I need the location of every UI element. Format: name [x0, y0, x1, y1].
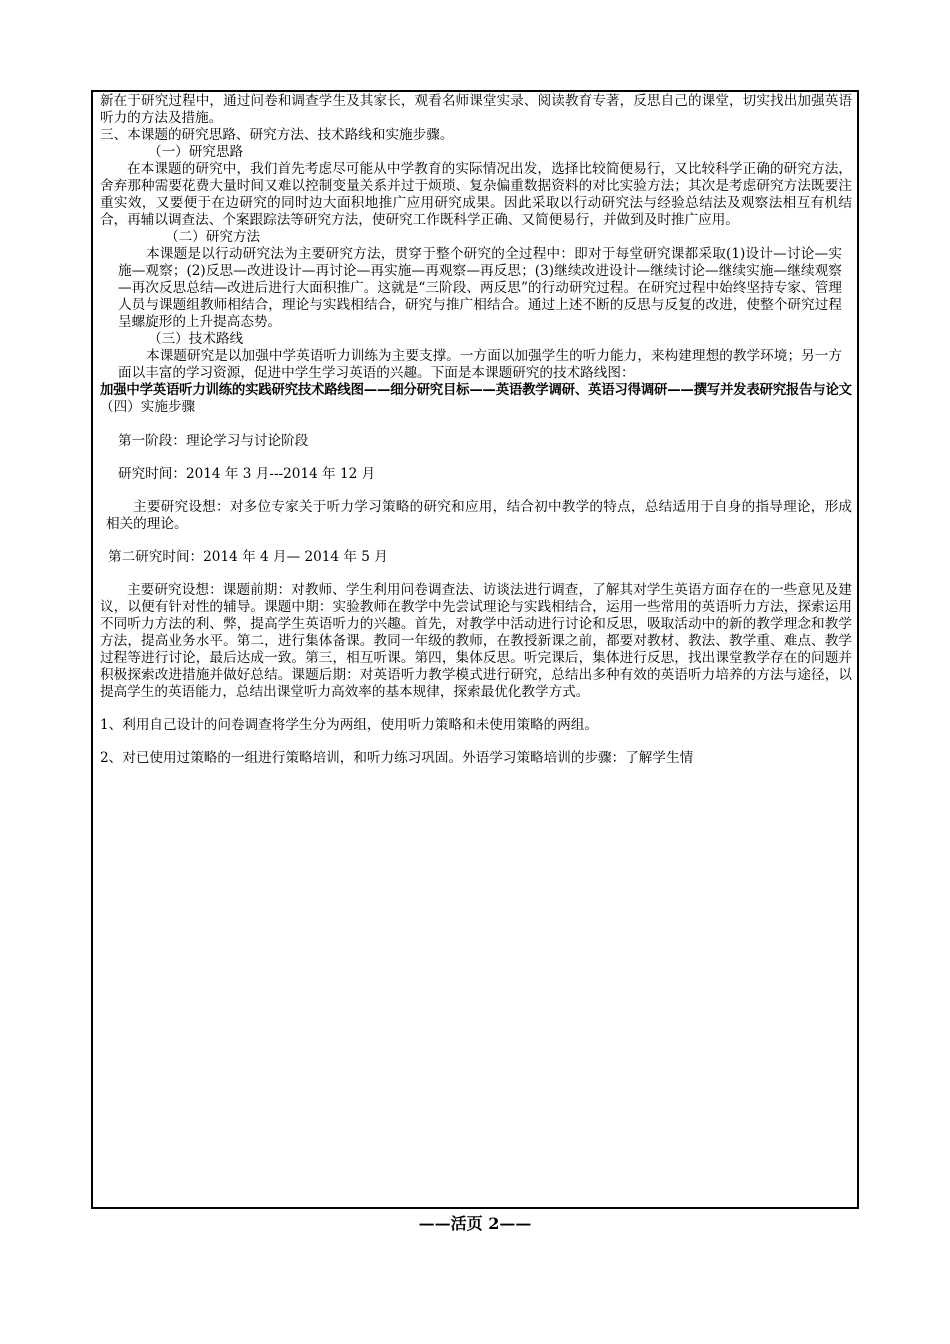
stage-one-time: 研究时间：2014 年 3 月---2014 年 12 月 — [118, 466, 376, 482]
document-body — [100, 93, 852, 767]
paragraph-research-approach: 在本课题的研究中，我们首先考虑尽可能从中学教育的实际情况出发，选择比较简便易行，又比较科学正确的研究方法，舍弃那种需要花费大量时间又难以控制变量关系并过于烦琐、复杂偏重数据资料的对比实验方法；其次是考虑研究方法既要注重实效，又要便于在边研究的同时边大面积地推广应用研究成果。因此采取以行动研究法与经验总结法及观察法相互有机结合，再辅以调查法、个案跟踪法等研究方法，使研究工作既科学正确、又简便易行，并做到及时推广应用。 — [100, 161, 852, 228]
stage-one-plan: 主要研究设想：对多位专家关于听力学习策略的研究和应用，结合初中教学的特点，总结适用于自身的指导理论，形成相关的理论。 — [106, 499, 852, 532]
subheading-research-methods: （二）研究方法 — [165, 229, 261, 245]
section-heading-3: 三、本课题的研究思路、研究方法、技术路线和实施步骤。 — [100, 127, 454, 143]
paragraph-research-methods: 本课题是以行动研究法为主要研究方法，贯穿于整个研究的全过程中：即对于每堂研究课都采取(1)设计—讨论—实施—观察；(2)反思—改进设计—再讨论—再实施—再观察—再反思；(3)继续改进设计—继续讨论—继续实施—继续观察—再次反思总结—改进后进行大面积推广。这就是“三阶段、两反思”的行动研究过程。在研究过程中始终坚持专家、管理人员与课题组教师相结合，理论与实践相结合，研究与推广相结合。通过上述不断的反思与反复的改进，使整个研究过程呈螺旋形的上升提高态势。 — [118, 246, 842, 330]
subheading-research-approach: （一）研究思路 — [148, 144, 244, 160]
list-item-2: 2、对已使用过策略的一组进行策略培训，和听力练习巩固。外语学习策略培训的步骤：了解学生情 — [100, 750, 694, 766]
list-item-1: 1、利用自己设计的问卷调查将学生分为两组，使用听力策略和未使用策略的两组。 — [100, 717, 599, 733]
subheading-technical-route: （三）技术路线 — [148, 331, 244, 347]
paragraph-intro-continuation: 新在于研究过程中，通过问卷和调查学生及其家长，观看名师课堂实录、阅读教育专著，反思自己的课堂，切实找出加强英语听力的方法及措施。 — [100, 93, 852, 126]
subheading-implementation-steps: （四）实施步骤 — [100, 399, 196, 415]
paragraph-technical-route: 本课题研究是以加强中学英语听力训练为主要支撑。一方面以加强学生的听力能力，来构建理想的教学环境；另一方面以丰富的学习资源，促进中学生学习英语的兴趣。下面是本课题研究的技术路线图： — [118, 348, 842, 381]
stage-two-time: 第二研究时间：2014 年 4 月— 2014 年 5 月 — [108, 549, 388, 565]
stage-one-title: 第一阶段：理论学习与讨论阶段 — [118, 433, 309, 449]
page-footer: ——活页 2—— — [418, 1214, 532, 1233]
stage-two-plan: 主要研究设想：课题前期：对教师、学生利用问卷调查法、访谈法进行调查，了解其对学生英语方面存在的一些意见及建议，以便有针对性的辅导。课题中期：实验教师在教学中先尝试理论与实践相结合，运用一些常用的英语听力方法，探索运用不同听力方法的利、弊，提高学生英语听力的兴趣。首先，对教学中活动进行讨论和反思，吸取活动中的新的教学理念和教学方法，提高业务水平。第二，进行集体备课。教同一年级的教师，在教授新课之前，都要对教材、教法、教学重、难点、教学过程等进行讨论，最后达成一致。第三，相互听课。第四，集体反思。听完课后，集体进行反思，找出课堂教学存在的问题并积极探索改进措施并做好总结。课题后期：对英语听力教学模式进行研究，总结出多种有效的英语听力培养的方法与途径，以提高学生的英语能力，总结出课堂听力高效率的基本规律，探索最优化教学方式。 — [100, 582, 852, 700]
technical-route-diagram-caption: 加强中学英语听力训练的实践研究技术路线图——细分研究目标——英语教学调研、英语习得调研——撰写并发表研究报告与论文 — [100, 383, 852, 398]
